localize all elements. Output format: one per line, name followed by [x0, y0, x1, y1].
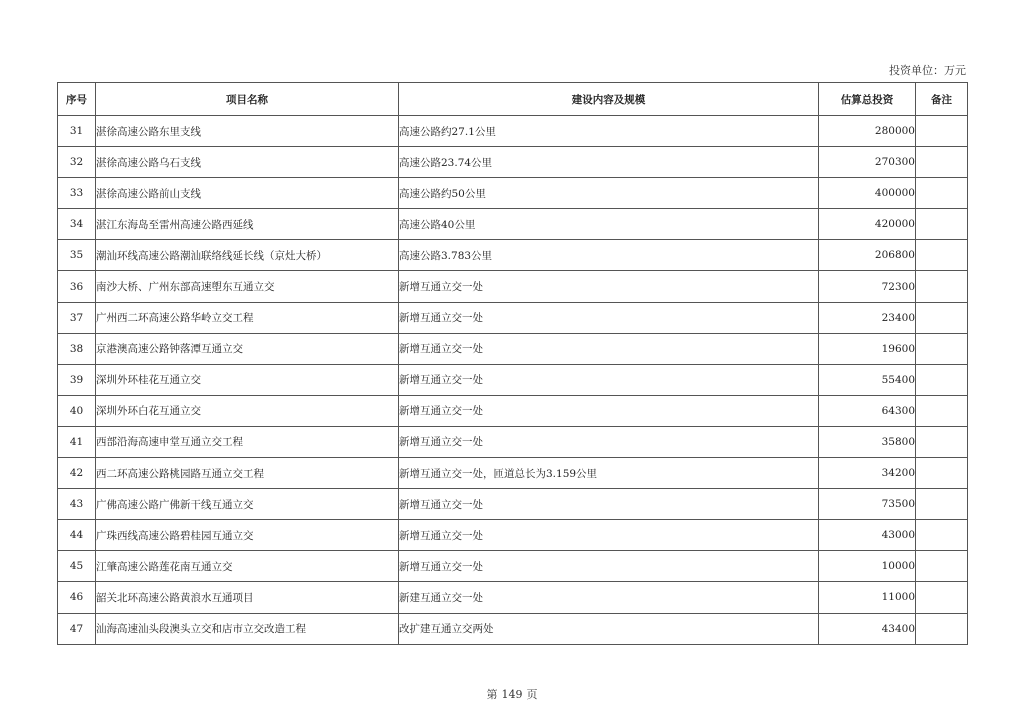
cell-project-name: 湛徐高速公路乌石支线: [96, 147, 399, 178]
cell-project-name: 江肇高速公路莲花南互通立交: [96, 551, 399, 582]
cell-remark: [916, 271, 968, 302]
cell-project-name: 汕海高速汕头段澳头立交和店市立交改造工程: [96, 613, 399, 644]
cell-no: 32: [58, 147, 96, 178]
cell-no: 35: [58, 240, 96, 271]
cell-investment: 23400: [819, 302, 916, 333]
table-row: [58, 333, 968, 364]
cell-investment: 64300: [819, 395, 916, 426]
cell-scope: 高速公路23.74公里: [399, 147, 819, 178]
cell-no: 45: [58, 551, 96, 582]
cell-no: 43: [58, 489, 96, 520]
table-row: [58, 520, 968, 551]
cell-investment: 206800: [819, 240, 916, 271]
cell-project-name: 湛徐高速公路前山支线: [96, 178, 399, 209]
cell-scope: 高速公路3.783公里: [399, 240, 819, 271]
header-name: 项目名称: [96, 83, 399, 116]
cell-remark: [916, 489, 968, 520]
cell-project-name: 南沙大桥、广州东部高速塱东互通立交: [96, 271, 399, 302]
cell-no: 44: [58, 520, 96, 551]
cell-remark: [916, 426, 968, 457]
cell-scope: 新建互通立交一处: [399, 582, 819, 613]
header-scope: 建设内容及规模: [399, 83, 819, 116]
cell-scope: 新增互通立交一处: [399, 302, 819, 333]
cell-remark: [916, 551, 968, 582]
table-row: [58, 178, 968, 209]
table-header-row: [58, 83, 968, 116]
cell-no: 39: [58, 364, 96, 395]
cell-investment: 34200: [819, 458, 916, 489]
cell-project-name: 湛徐高速公路东里支线: [96, 116, 399, 147]
cell-investment: 400000: [819, 178, 916, 209]
cell-remark: [916, 458, 968, 489]
cell-remark: [916, 395, 968, 426]
cell-scope: 改扩建互通立交两处: [399, 613, 819, 644]
cell-no: 36: [58, 271, 96, 302]
table-row: [58, 613, 968, 644]
page-number: 149: [501, 688, 523, 701]
cell-scope: 高速公路约27.1公里: [399, 116, 819, 147]
cell-investment: 73500: [819, 489, 916, 520]
cell-remark: [916, 147, 968, 178]
cell-remark: [916, 613, 968, 644]
cell-remark: [916, 364, 968, 395]
cell-project-name: 西部沿海高速申堂互通立交工程: [96, 426, 399, 457]
cell-no: 47: [58, 613, 96, 644]
table-row: [58, 302, 968, 333]
cell-remark: [916, 302, 968, 333]
cell-project-name: 深圳外环白花互通立交: [96, 395, 399, 426]
cell-no: 38: [58, 333, 96, 364]
cell-remark: [916, 209, 968, 240]
cell-project-name: 潮汕环线高速公路潮汕联络线延长线（京灶大桥）: [96, 240, 399, 271]
page-footer: [0, 686, 1024, 702]
cell-no: 46: [58, 582, 96, 613]
cell-project-name: 广珠西线高速公路碧桂园互通立交: [96, 520, 399, 551]
cell-investment: 43000: [819, 520, 916, 551]
table-row: [58, 116, 968, 147]
cell-scope: 新增互通立交一处，匝道总长为3.159公里: [399, 458, 819, 489]
cell-remark: [916, 178, 968, 209]
page-suffix: 页: [526, 688, 538, 701]
cell-investment: 10000: [819, 551, 916, 582]
header-investment: 估算总投资: [819, 83, 916, 116]
table-row: [58, 395, 968, 426]
cell-scope: 新增互通立交一处: [399, 426, 819, 457]
cell-project-name: 湛江东海岛至雷州高速公路西延线: [96, 209, 399, 240]
cell-investment: 19600: [819, 333, 916, 364]
cell-no: 37: [58, 302, 96, 333]
cell-project-name: 深圳外环桂花互通立交: [96, 364, 399, 395]
cell-scope: 新增互通立交一处: [399, 489, 819, 520]
table-row: [58, 364, 968, 395]
cell-scope: 新增互通立交一处: [399, 271, 819, 302]
investment-unit-label: 投资单位：万元: [889, 64, 966, 77]
project-table: [57, 82, 968, 645]
table-row: [58, 551, 968, 582]
cell-no: 31: [58, 116, 96, 147]
cell-project-name: 广州西二环高速公路华岭立交工程: [96, 302, 399, 333]
cell-scope: 新增互通立交一处: [399, 551, 819, 582]
cell-remark: [916, 240, 968, 271]
table-row: [58, 209, 968, 240]
cell-remark: [916, 333, 968, 364]
cell-remark: [916, 116, 968, 147]
cell-no: 41: [58, 426, 96, 457]
page-prefix: 第: [486, 688, 498, 701]
table-row: [58, 489, 968, 520]
cell-project-name: 西二环高速公路桃园路互通立交工程: [96, 458, 399, 489]
cell-investment: 420000: [819, 209, 916, 240]
table-row: [58, 582, 968, 613]
cell-no: 40: [58, 395, 96, 426]
table-row: [58, 271, 968, 302]
table-row: [58, 426, 968, 457]
cell-no: 34: [58, 209, 96, 240]
table-row: [58, 240, 968, 271]
cell-project-name: 韶关北环高速公路黄浪水互通项目: [96, 582, 399, 613]
cell-scope: 新增互通立交一处: [399, 395, 819, 426]
cell-investment: 43400: [819, 613, 916, 644]
cell-no: 42: [58, 458, 96, 489]
table-row: [58, 458, 968, 489]
cell-remark: [916, 520, 968, 551]
cell-investment: 270300: [819, 147, 916, 178]
cell-investment: 11000: [819, 582, 916, 613]
cell-project-name: 广佛高速公路广佛新干线互通立交: [96, 489, 399, 520]
cell-scope: 高速公路约50公里: [399, 178, 819, 209]
cell-investment: 35800: [819, 426, 916, 457]
header-no: 序号: [58, 83, 96, 116]
cell-scope: 新增互通立交一处: [399, 520, 819, 551]
header-remark: 备注: [916, 83, 968, 116]
cell-project-name: 京港澳高速公路钟落潭互通立交: [96, 333, 399, 364]
cell-scope: 高速公路40公里: [399, 209, 819, 240]
cell-investment: 72300: [819, 271, 916, 302]
cell-remark: [916, 582, 968, 613]
cell-investment: 55400: [819, 364, 916, 395]
cell-scope: 新增互通立交一处: [399, 364, 819, 395]
table-row: [58, 147, 968, 178]
cell-investment: 280000: [819, 116, 916, 147]
cell-scope: 新增互通立交一处: [399, 333, 819, 364]
cell-no: 33: [58, 178, 96, 209]
